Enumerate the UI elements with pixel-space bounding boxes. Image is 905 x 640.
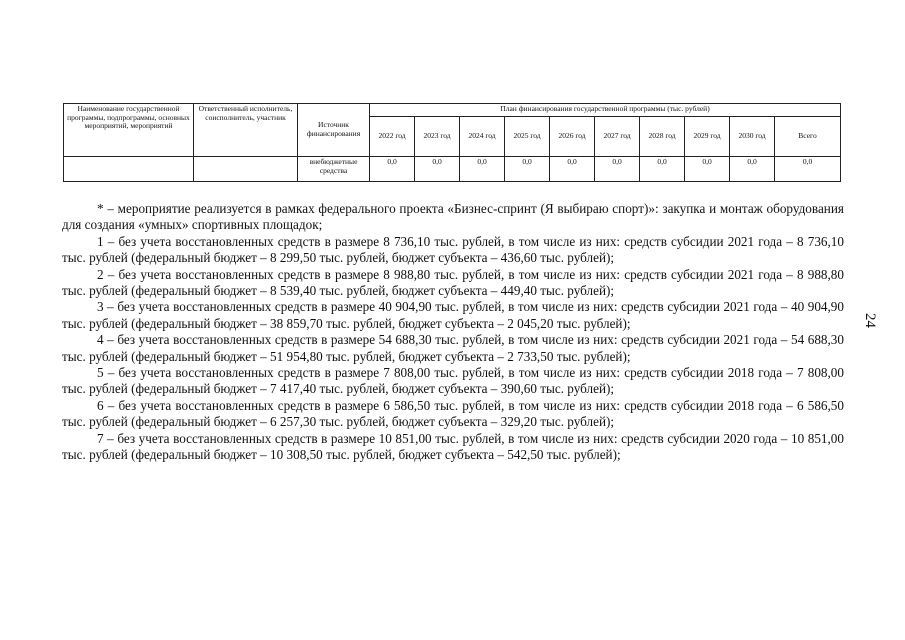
cell-source: внебюджетные средства (298, 157, 370, 182)
cell-value: 0,0 (595, 157, 640, 182)
cell-value: 0,0 (640, 157, 685, 182)
header-plan: План финансирования государственной программы (тыс. рублей) (370, 104, 841, 117)
table-row (64, 157, 841, 182)
cell-value: 0,0 (460, 157, 505, 182)
footnote-item: 5 – без учета восстановленных средств в размере 7 808,00 тыс. рублей, в том числе из них: средств субсидии 2018 года – 7 808,00 тыс. рублей (федеральный бюджет – 7 417,40 тыс. рублей, бюджет субъекта – 390,60 тыс. рублей); (62, 365, 844, 397)
financing-table (63, 103, 841, 182)
footnote-item: 2 – без учета восстановленных средств в размере 8 988,80 тыс. рублей, в том числе из них: средств субсидии 2021 года – 8 988,80 тыс. рублей (федеральный бюджет – 8 539,40 тыс. рублей, бюджет субъекта – 449,40 тыс. рублей); (62, 266, 844, 299)
header-source: Источник финансирования (298, 104, 370, 157)
header-total: Всего (775, 117, 841, 157)
footnote-item: 1 – без учета восстановленных средств в размере 8 736,10 тыс. рублей, в том числе из них: средств субсидии 2021 года – 8 736,10 тыс. рублей (федеральный бюджет – 8 299,50 тыс. рублей, бюджет субъекта – 436,60 тыс. рублей); (62, 233, 844, 266)
cell-value: 0,0 (505, 157, 550, 182)
header-year: 2030 год (730, 117, 775, 157)
cell-executor (194, 157, 298, 182)
header-year: 2025 год (505, 117, 550, 157)
cell-value: 0,0 (685, 157, 730, 182)
cell-value: 0,0 (415, 157, 460, 182)
footnote-item: 7 – без учета восстановленных средств в размере 10 851,00 тыс. рублей, в том числе из них: средств субсидии 2020 года – 10 851,00 тыс. рублей (федеральный бюджет – 10 308,50 тыс. рублей, бюджет субъекта – 542,50 тыс. рублей); (62, 430, 844, 463)
footnotes (62, 201, 844, 464)
header-year: 2028 год (640, 117, 685, 157)
header-year: 2022 год (370, 117, 415, 157)
page-number: 24 (862, 313, 878, 328)
header-name: Наименование государственной программы, подпрограммы, основных мероприятий, мероприятий (64, 104, 194, 157)
cell-name (64, 157, 194, 182)
header-year: 2029 год (685, 117, 730, 157)
cell-value: 0,0 (370, 157, 415, 182)
header-year: 2027 год (595, 117, 640, 157)
header-year: 2024 год (460, 117, 505, 157)
footnote-item: 4 – без учета восстановленных средств в размере 54 688,30 тыс. рублей, в том числе из них: средств субсидии 2021 года – 54 688,30 тыс. рублей (федеральный бюджет – 51 954,80 тыс. рублей, бюджет субъекта – 2 733,50 тыс. рублей); (62, 332, 844, 364)
header-year: 2023 год (415, 117, 460, 157)
footnote-item: 6 – без учета восстановленных средств в размере 6 586,50 тыс. рублей, в том числе из них: средств субсидии 2018 года – 6 586,50 тыс. рублей (федеральный бюджет – 6 257,30 тыс. рублей, бюджет субъекта – 329,20 тыс. рублей); (62, 397, 844, 430)
footnote-item: 3 – без учета восстановленных средств в размере 40 904,90 тыс. рублей, в том числе из них: средств субсидии 2021 года – 40 904,90 тыс. рублей (федеральный бюджет – 38 859,70 тыс. рублей, бюджет субъекта – 2 045,20 тыс. рублей); (62, 299, 844, 331)
footnote-star: * – мероприятие реализуется в рамках федерального проекта «Бизнес-спринт (Я выбираю спорт)»: закупка и монтаж оборудования для создания «умных» спортивных площадок; (62, 201, 844, 233)
header-year: 2026 год (550, 117, 595, 157)
header-executor: Ответственный исполнитель, соисполнитель, участник (194, 104, 298, 157)
cell-value: 0,0 (730, 157, 775, 182)
cell-value: 0,0 (550, 157, 595, 182)
cell-total: 0,0 (775, 157, 841, 182)
